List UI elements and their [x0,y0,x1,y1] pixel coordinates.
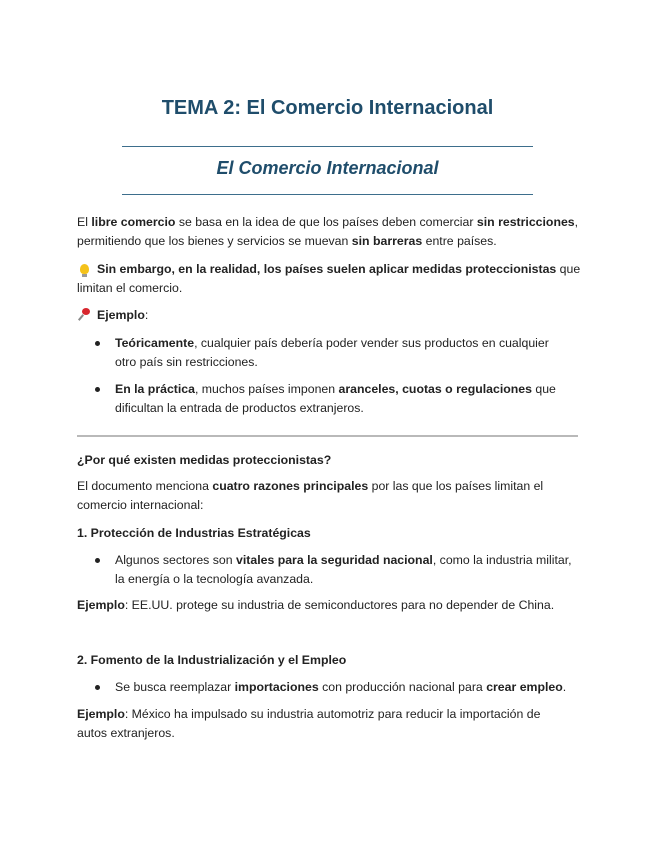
reason2-bullet-list [77,678,582,697]
bullet-text: Algunos sectores son [115,553,236,567]
section-subtitle: El Comercio Internacional [216,158,439,178]
bullet-text: otro país sin restricciones. [115,355,258,369]
reason1-bullet-list [77,551,582,589]
why-text: comercio internacional: [77,498,204,512]
lightbulb-icon [77,260,91,279]
bullet-dot [95,341,100,346]
intro-text: , [574,215,579,229]
bullet-bold-term: En la práctica [115,382,195,396]
intro-text: permitiendo que los bienes y servicios se muevan [77,234,352,248]
why-heading: ¿Por qué existen medidas proteccionistas? [77,453,332,467]
intro-text: El [77,215,92,229]
example-text: autos extranjeros. [77,726,175,740]
example-bold-label: Ejemplo [77,707,125,721]
intro-paragraph [77,213,582,251]
bullet-bold-term: aranceles, cuotas o regulaciones [338,382,532,396]
reason2-heading: 2. Fomento de la Industrialización y el Empleo [77,653,347,667]
intro-bold-term: sin barreras [351,234,423,248]
bullet-text: , cualquier país debería poder vender sus productos en cualquier [194,336,549,350]
intro-text: se basa en la idea de que los países deben comerciar [175,215,477,229]
list-item [77,380,582,418]
bullet-text: . [562,680,567,694]
top-divider [122,146,533,147]
list-item [77,551,582,589]
bullet-text: con producción nacional para [318,680,487,694]
bullet-bold-term: importaciones [234,680,319,694]
example-label-text: Ejemplo [97,308,145,322]
intro-bold-term: sin restricciones [476,215,575,229]
bullet-dot [95,558,100,563]
why-bold-term: cuatro razones principales [212,479,369,493]
bullet-bold-term: crear empleo [486,680,563,694]
bullet-text: , muchos países imponen [194,382,339,396]
section-divider [77,435,578,437]
example-label-colon: : [144,308,149,322]
note-text: que [556,262,581,276]
note-text: limitan el comercio. [77,281,183,295]
reason2-example [77,705,582,743]
bullet-bold-term: vitales para la seguridad nacional [236,553,433,567]
bullet-dot [95,387,100,392]
list-item [77,334,582,372]
example-text: : México ha impulsado su industria automotriz para reducir la importación de [124,707,541,721]
example-bullet-list [77,334,582,418]
bullet-text: dificultan la entrada de productos extranjeros. [115,401,364,415]
list-item [77,678,582,697]
bullet-text: Se busca reemplazar [115,680,235,694]
bullet-text: , como la industria militar, [432,553,572,567]
example-label [77,306,148,325]
example-text: : EE.UU. protege su industria de semiconductores para no depender de China. [124,598,555,612]
page-title: TEMA 2: El Comercio Internacional [161,97,494,119]
pushpin-icon [77,306,91,325]
intro-bold-term: libre comercio [91,215,176,229]
note-bold-text: Sin embargo, en la realidad, los países suelen aplicar medidas proteccionistas [97,262,557,276]
reason1-heading: 1. Protección de Industrias Estratégicas [77,526,311,540]
bullet-text: que [531,382,556,396]
intro-text: entre países. [422,234,497,248]
bottom-divider [122,194,533,195]
reason1-example [77,596,582,615]
bullet-bold-term: Teóricamente [115,336,195,350]
why-text: El documento menciona [77,479,213,493]
example-bold-label: Ejemplo [77,598,125,612]
note-paragraph [77,260,582,298]
why-paragraph [77,477,582,515]
why-text: por las que los países limitan el [368,479,544,493]
bullet-dot [95,685,100,690]
bullet-text: la energía o la tecnología avanzada. [115,572,314,586]
